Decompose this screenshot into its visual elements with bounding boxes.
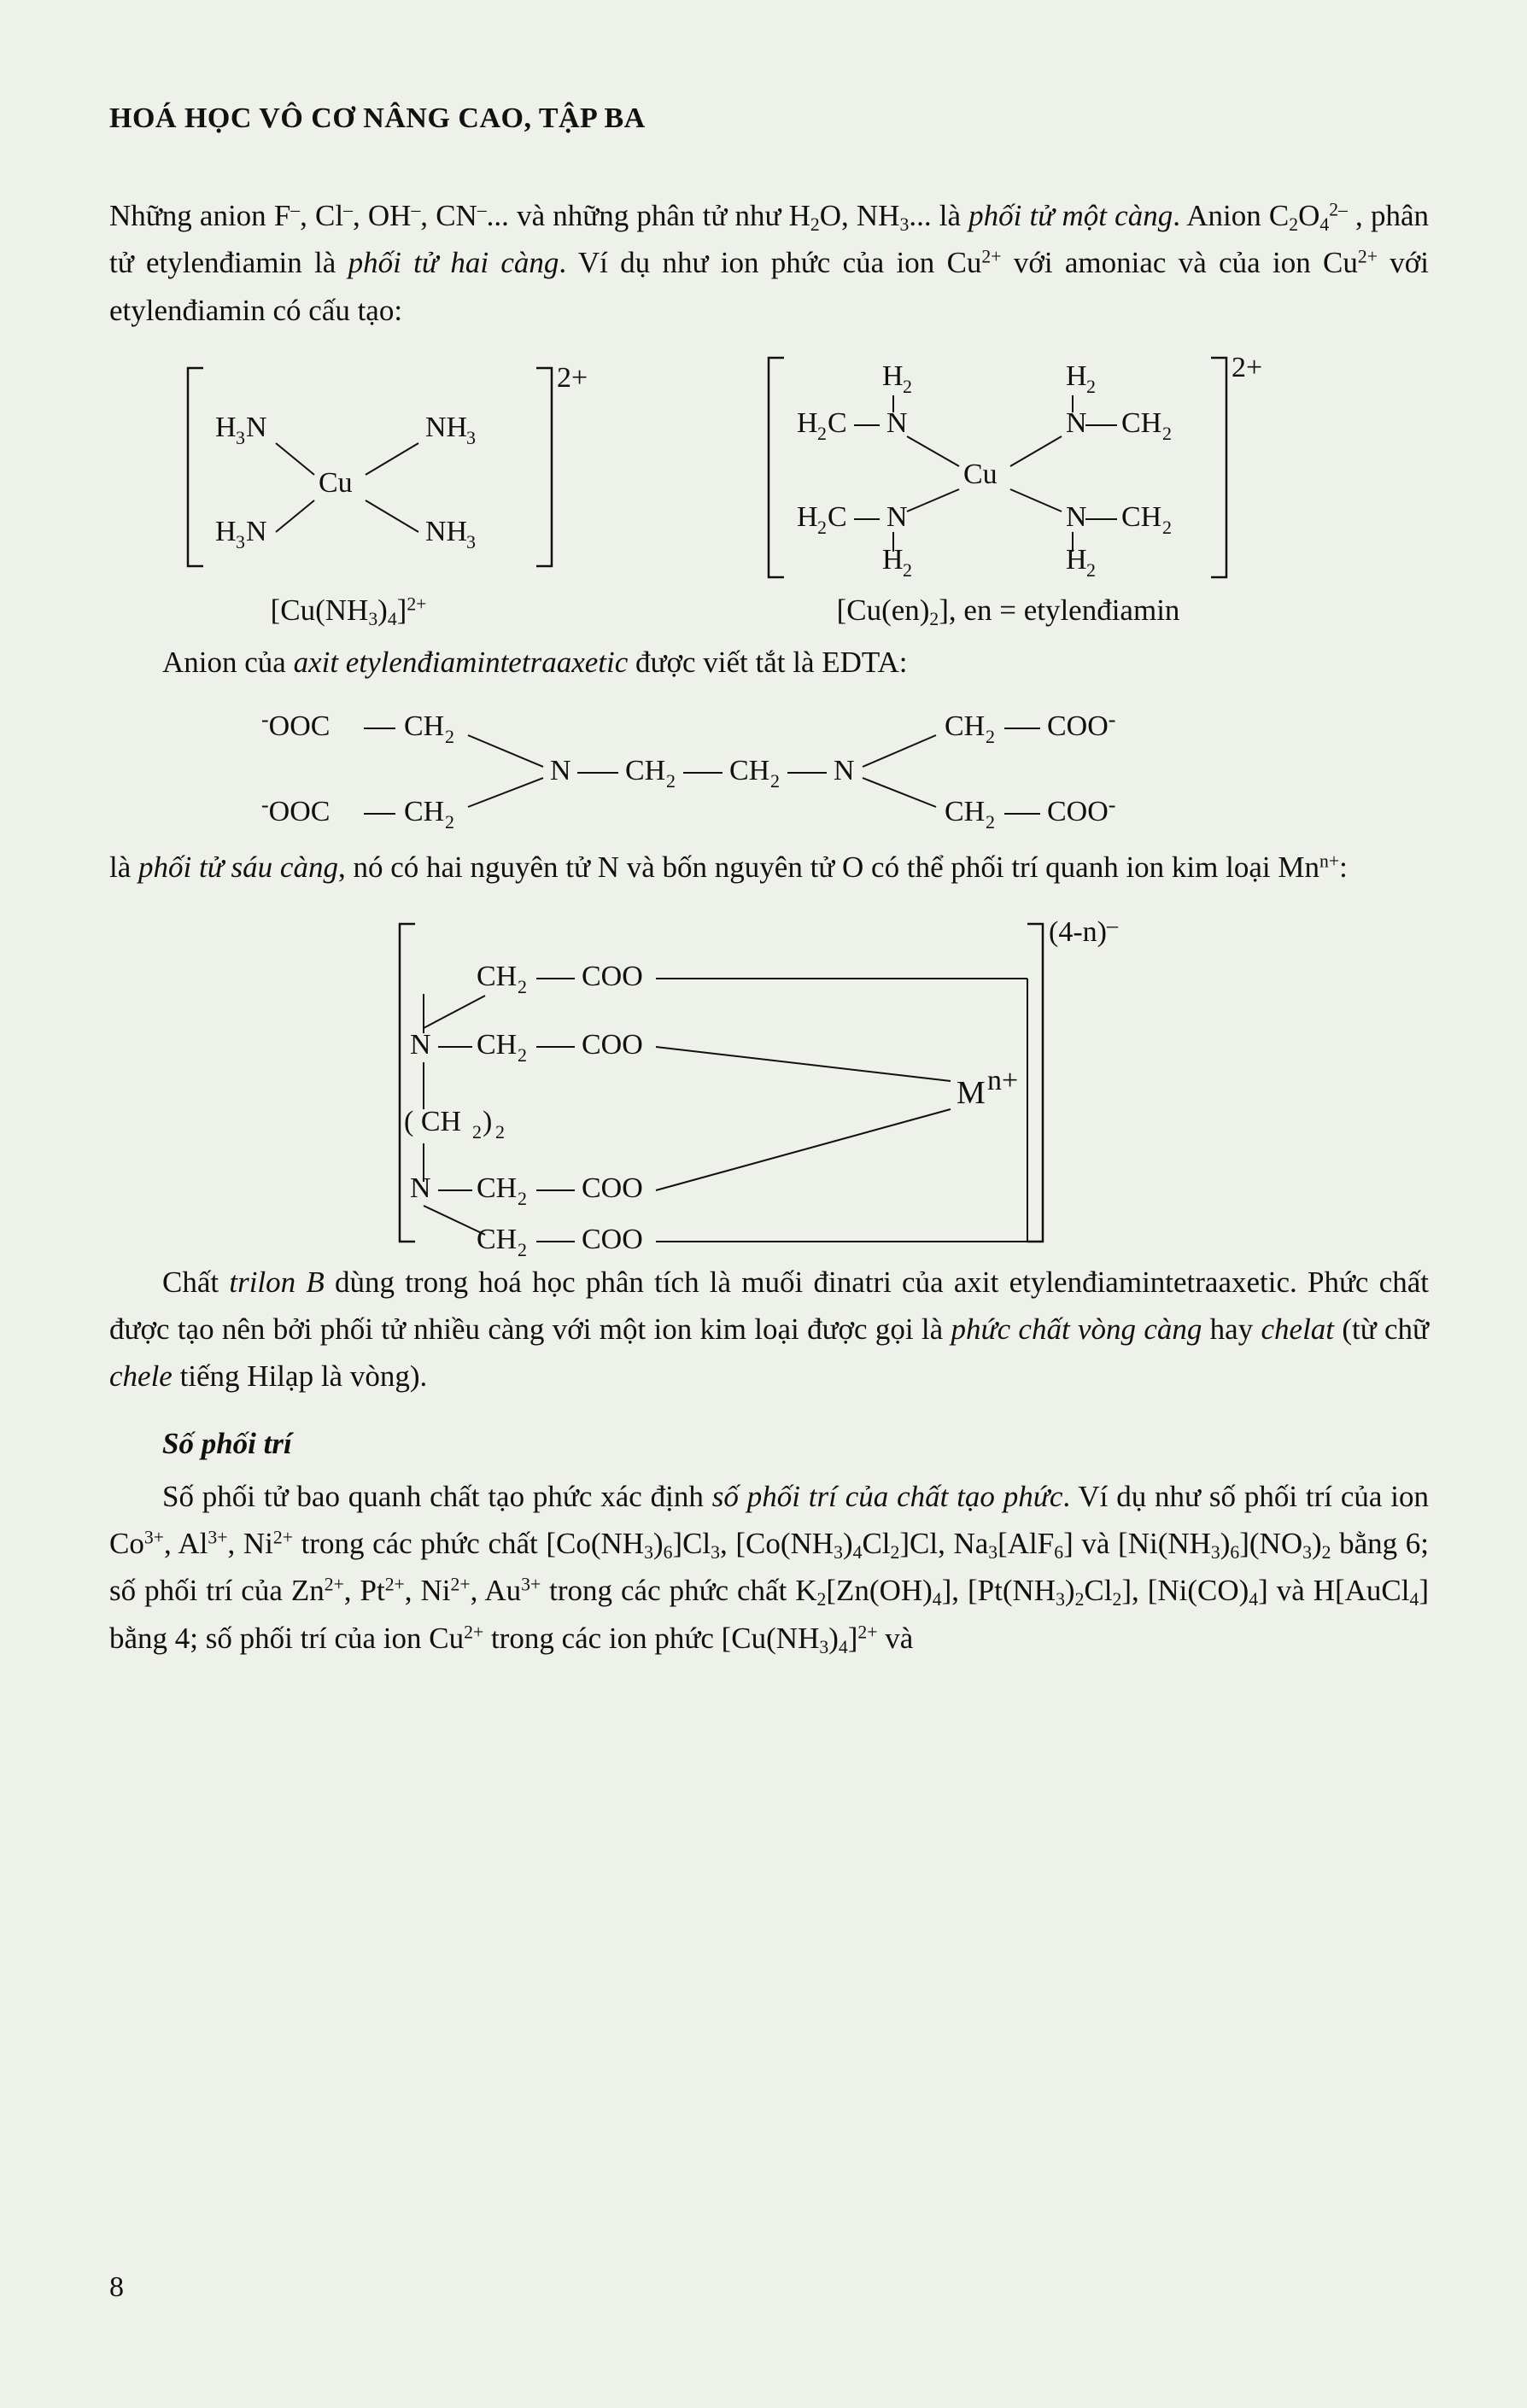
svg-text:H: H: [797, 500, 818, 533]
svg-text:3: 3: [466, 426, 476, 448]
caption-cu-en: $[Cu(en)_2]$, en = etylenđiamin: [836, 593, 1180, 629]
text-fragment: trong các ion phức [Cu(NH: [483, 1621, 820, 1655]
paragraph-5: Số phối tử bao quanh chất tạo phức xác định số phối trí của chất tạo phức. Ví dụ như số phối trí của ion $Co^{3+}$, $Al^{3+}$, $Ni^{2+}$ trong các phức chất $[Co(NH_3)_6]Cl_3$, $[Co(NH_3)_4Cl_2]Cl$, $Na_3[AlF_6]$ và $[Ni(NH_3)_6](NO_3)_2$ bằng 6; số phối trí của $Zn^{2+}$, $Pt^{2+}$, $Ni^{2+}$, $Au^{3+}$ trong các phức chất $K_2[Zn(OH)_4]$, $[Pt(NH_3)_2Cl_2]$, $[Ni(CO)_4]$ và H[AuCl$_4$] bằng 4; số phối trí của ion $Cu^{2+}$ trong các ion phức $[Cu(NH_3)_4]^{2+}$ và: [109, 1479, 1429, 1657]
text-fragment: ]Cl, Na: [899, 1527, 989, 1561]
text-fragment: Cl: [1084, 1574, 1113, 1608]
text-fragment: , Cl: [300, 199, 344, 232]
svg-text:N: N: [410, 1172, 431, 1204]
svg-text:CH: CH: [1121, 406, 1162, 439]
figure-captions: [109, 593, 1429, 630]
text-fragment: Chất: [162, 1265, 230, 1299]
text-fragment: . Anion C: [1173, 199, 1290, 232]
text-fragment: (từ chữ: [1334, 1312, 1430, 1346]
text-fragment: ): [1311, 1527, 1322, 1561]
svg-text:2+: 2+: [557, 361, 588, 394]
svg-text:N: N: [550, 755, 571, 787]
svg-text:2: 2: [518, 975, 527, 997]
text-fragment: . Ví dụ như ion phức của ion Cu: [559, 246, 982, 280]
text-fragment: O, NH: [819, 199, 900, 232]
svg-text:CH: CH: [477, 960, 518, 992]
text-fragment: bằng 6; số phối trí của Zn: [109, 1527, 1429, 1608]
svg-text:COO-: COO-: [1047, 792, 1116, 828]
text-fragment: với etylenđiamin có cấu tạo:: [109, 246, 1430, 327]
figure-chelate: [109, 900, 1429, 1259]
section-heading: [109, 1420, 1429, 1467]
svg-text:(4-n)–: (4-n)–: [1049, 912, 1118, 948]
text-fragment: Cl: [862, 1527, 891, 1561]
svg-text:3: 3: [466, 530, 476, 552]
svg-text:N: N: [410, 1028, 431, 1061]
svg-text:CH: CH: [477, 1028, 518, 1061]
svg-text:CH: CH: [625, 755, 666, 787]
svg-text:2+: 2+: [1232, 351, 1263, 383]
text-fragment: [Zn(OH): [826, 1574, 933, 1608]
svg-text:C: C: [828, 500, 847, 533]
svg-text:NH: NH: [425, 515, 468, 547]
figure-complex-structures: [109, 342, 1429, 590]
svg-text:N: N: [1066, 500, 1087, 533]
svg-text:CH: CH: [477, 1223, 518, 1255]
svg-text:2: 2: [445, 726, 454, 748]
text-fragment: , OH: [352, 199, 412, 232]
svg-text:H: H: [797, 406, 818, 439]
paragraph-3: là phối tử sáu càng, nó có hai nguyên tử N và bốn nguyên tử O có thể phối trí quanh ion kim loại $Mn^{n+}$:: [109, 850, 1348, 885]
svg-text:2: 2: [903, 558, 912, 581]
text-fragment: , Pt: [343, 1574, 385, 1608]
svg-text:H: H: [1066, 359, 1087, 392]
text-fragment: với amoniac và của ion Cu: [1001, 246, 1358, 280]
svg-text:NH: NH: [425, 411, 468, 443]
text-fragment: ]Cl: [672, 1527, 711, 1561]
text-emphasis: chelat: [1261, 1312, 1335, 1346]
text-fragment: trong các phức chất K: [541, 1574, 817, 1608]
text-fragment: , [Co(NH: [720, 1527, 834, 1561]
svg-text:H: H: [215, 411, 237, 443]
text-fragment: ): [1064, 1574, 1075, 1608]
text-fragment: , nó có hai nguyên tử N và bốn nguyên tử O có thể phối trí quanh ion kim loại Mn: [337, 850, 1319, 885]
svg-text:COO: COO: [582, 1028, 643, 1061]
text-fragment: tiếng Hilạp là vòng).: [172, 1359, 428, 1394]
svg-text:-OOC: -OOC: [261, 707, 331, 743]
svg-text:N: N: [886, 500, 908, 533]
text-fragment: Anion của: [162, 646, 294, 679]
svg-text:N: N: [1066, 406, 1087, 439]
text-emphasis: phối tử sáu càng: [138, 850, 338, 885]
text-fragment: ): [842, 1527, 853, 1561]
text-fragment: hay: [1202, 1312, 1261, 1346]
svg-text:Cu: Cu: [963, 458, 998, 490]
text-emphasis: số phối trí của chất tạo phức: [711, 1479, 1063, 1513]
text-fragment: [AlF: [998, 1527, 1055, 1561]
svg-text:2: 2: [666, 770, 676, 792]
svg-text:2: 2: [472, 1120, 482, 1143]
structure-diagram-edta: [109, 694, 1429, 844]
text-fragment: Số phối tử bao quanh chất tạo phức xác định: [162, 1479, 712, 1513]
svg-text:N: N: [886, 406, 908, 439]
paragraph-2: [109, 639, 1429, 686]
svg-text:COO: COO: [582, 1223, 643, 1255]
page-number: 8: [109, 2271, 124, 2303]
svg-text:CH: CH: [729, 755, 770, 787]
svg-text:N: N: [834, 755, 855, 787]
svg-text:COO: COO: [582, 1172, 643, 1204]
svg-text:2: 2: [518, 1238, 527, 1259]
text-fragment: dùng trong hoá học phân tích là muối đinatri của axit etylenđiamintetraaxetic. Phức chất được tạo nên bởi phối tử nhiều càng với một ion kim loại được gọi là: [109, 1265, 1429, 1346]
svg-text:H: H: [882, 359, 904, 392]
svg-text:H: H: [1066, 543, 1087, 576]
svg-text:n+: n+: [987, 1064, 1019, 1096]
text-fragment: Những anion F: [109, 199, 291, 232]
svg-text:2: 2: [986, 811, 995, 833]
structure-diagram-chelate: [109, 900, 1429, 1259]
paragraph-4: [109, 1259, 1429, 1400]
page-header: HOÁ HỌC VÔ CƠ NÂNG CAO, TẬP BA: [109, 102, 646, 134]
svg-text:2: 2: [1086, 558, 1096, 581]
svg-text:2: 2: [1162, 516, 1172, 538]
text-fragment: ] và [Ni(NH: [1063, 1527, 1211, 1561]
text-fragment: và: [877, 1621, 914, 1655]
svg-text:( CH: ( CH: [404, 1105, 462, 1137]
text-fragment: , Ni: [404, 1574, 451, 1608]
svg-text:2: 2: [518, 1043, 527, 1066]
svg-text:2: 2: [817, 516, 827, 538]
text-fragment: ], [Pt(NH: [941, 1574, 1056, 1608]
svg-text:COO: COO: [582, 960, 643, 992]
svg-text:M: M: [957, 1074, 986, 1111]
svg-text:2: 2: [495, 1120, 505, 1143]
text-fragment: ] và H[AuCl: [1258, 1574, 1410, 1608]
section-heading-text: Số phối trí: [162, 1427, 292, 1461]
svg-text:2: 2: [1086, 375, 1096, 397]
text-emphasis: phối tử một càng: [968, 199, 1173, 232]
text-fragment: , Ni: [227, 1527, 273, 1561]
text-fragment: , CN: [420, 199, 477, 232]
text-fragment: , Au: [470, 1574, 522, 1608]
svg-text:CH: CH: [477, 1172, 518, 1204]
text-emphasis: axit etylenđiamintetraaxetic: [293, 646, 629, 679]
svg-text:2: 2: [1162, 422, 1172, 444]
svg-text:2: 2: [518, 1187, 527, 1209]
svg-text:): ): [483, 1105, 493, 1137]
svg-text:CH: CH: [404, 796, 445, 828]
text-fragment: ], [Ni(CO): [1121, 1574, 1249, 1608]
text-emphasis: trilon B: [229, 1265, 325, 1299]
text-fragment: ): [652, 1527, 664, 1561]
svg-text:COO-: COO-: [1047, 707, 1116, 743]
svg-text:N: N: [246, 515, 267, 547]
text-fragment: , phân tử etylenđiamin là: [109, 199, 1429, 280]
text-fragment: được viết tắt là EDTA:: [628, 646, 908, 679]
svg-text:2: 2: [445, 811, 454, 833]
svg-text:N: N: [246, 411, 267, 443]
svg-text:Cu: Cu: [319, 466, 353, 499]
text-fragment: :: [1339, 850, 1348, 885]
text-fragment: ... và những phân tử như H: [486, 199, 810, 232]
text-fragment: ): [1220, 1527, 1231, 1561]
text-fragment: O: [1298, 199, 1320, 232]
text-emphasis: phức chất vòng càng: [951, 1312, 1202, 1346]
svg-text:2: 2: [770, 770, 780, 792]
svg-text:2: 2: [817, 422, 827, 444]
text-fragment: . Ví dụ như số phối trí của ion Co: [109, 1479, 1429, 1561]
text-fragment: ](NO: [1239, 1527, 1303, 1561]
figure-edta: [109, 694, 1429, 844]
svg-text:CH: CH: [404, 710, 445, 743]
svg-text:CH: CH: [945, 796, 986, 828]
text-fragment: ): [828, 1621, 839, 1655]
svg-text:H: H: [882, 543, 904, 576]
text-fragment: trong các phức chất [Co(NH: [292, 1527, 645, 1561]
text-fragment: là: [109, 850, 139, 885]
text-fragment: ]: [847, 1621, 858, 1655]
svg-text:2: 2: [986, 726, 995, 748]
structure-diagram-cu-complexes: [109, 342, 1429, 590]
svg-text:C: C: [828, 406, 847, 439]
svg-text:-OOC: -OOC: [261, 792, 331, 828]
svg-text:CH: CH: [1121, 500, 1162, 533]
svg-text:2: 2: [903, 375, 912, 397]
svg-text:3: 3: [236, 530, 245, 552]
page-content: [109, 192, 1429, 1670]
svg-text:CH: CH: [945, 710, 986, 743]
caption-cu-nh3: $[Cu(NH_3)_4]^{2+}$: [270, 593, 427, 629]
svg-text:H: H: [215, 515, 237, 547]
paragraph-1: Những anion F–, Cl–, OH–, CN–... và những phân tử như $H_2O$, $NH_3$... là phối tử một càng. Anion $C_2O_4^{2-}$ , phân tử etylenđiamin là phối tử hai càng. Ví dụ như ion phức của ion $Cu^{2+}$ với amoniac và của ion $Cu^{2+}$ với etylenđiamin có cấu tạo:: [109, 199, 1430, 327]
text-fragment: , Al: [163, 1527, 208, 1561]
text-fragment: ] bằng 4; số phối trí của ion Cu: [109, 1574, 1429, 1655]
text-emphasis: chele: [109, 1359, 173, 1394]
svg-text:3: 3: [236, 426, 245, 448]
text-fragment: ... là: [909, 199, 969, 232]
text-emphasis: phối tử hai càng: [348, 246, 559, 280]
